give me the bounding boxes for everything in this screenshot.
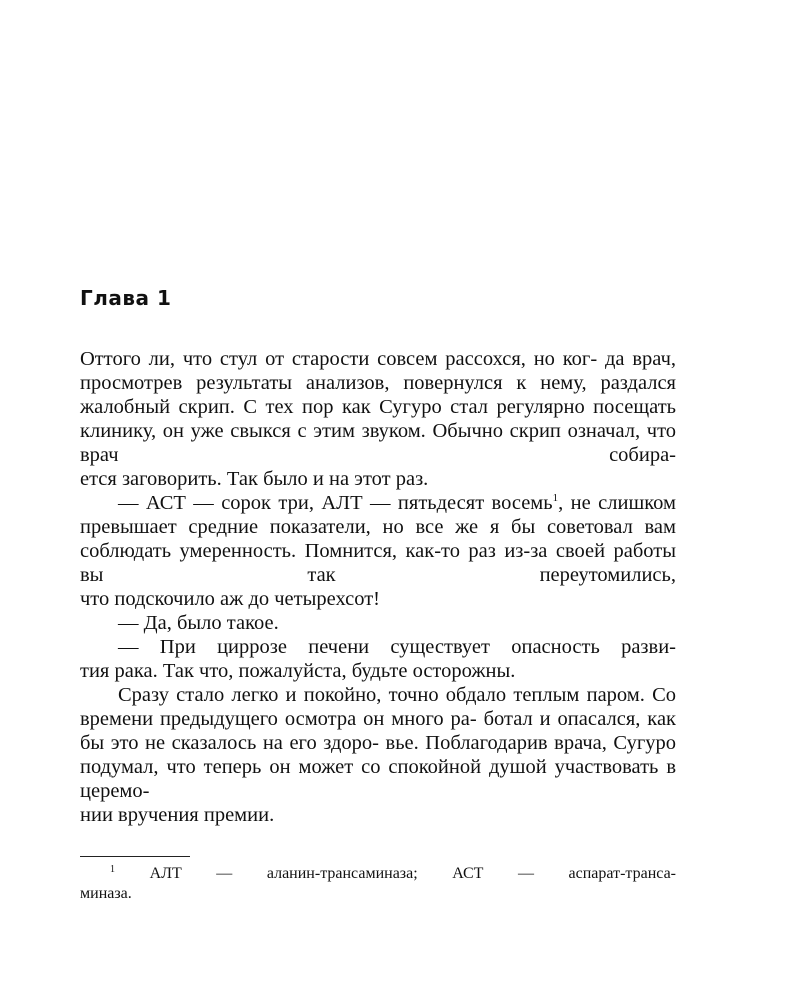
- text-line: бы советовал вам соблюдать умеренность. Помнится,: [80, 516, 677, 562]
- footnote-mark: 1: [110, 864, 115, 875]
- chapter-title: Глава 1: [80, 286, 172, 310]
- text-line: он может со спокойной душой участвовать в церемо-: [80, 756, 677, 802]
- paragraph-3: [80, 611, 676, 635]
- footnote-divider: [80, 856, 190, 857]
- paragraph-2-end: [80, 587, 676, 611]
- text-line: что подскочило аж до четырехсот!: [80, 588, 380, 610]
- text-line: слишком превышает средние показатели, но все же я: [80, 492, 676, 538]
- paragraph-1: [80, 347, 676, 467]
- paragraph-1-end: [80, 467, 676, 491]
- footnote: [80, 864, 676, 904]
- text-line: — При циррозе печени существует опасность разви-: [118, 636, 676, 658]
- paragraph-4-end: [80, 659, 676, 683]
- text-line: Сразу стало легко и покойно, точно обдало теплым: [118, 684, 580, 706]
- text-line: нии вручения премии.: [80, 804, 275, 826]
- text-line: — АСТ — сорок три, АЛТ — пятьдесят восемь: [118, 492, 553, 514]
- text-line: ется заговорить. Так было и на этот раз.: [80, 468, 429, 490]
- paragraph-5: [80, 683, 676, 803]
- text-line: да врач, просмотрев результаты анализов, повернулся к: [80, 348, 676, 394]
- footnote-line: миназа.: [80, 885, 132, 902]
- text-line: тия рака. Так что, пожалуйста, будьте осторожны.: [80, 660, 516, 682]
- footnote-text: [80, 864, 676, 884]
- text-line: этим звуком. Обычно скрип означал, что врач собира-: [80, 420, 677, 466]
- text-line: паром. Со времени предыдущего осмотра он много ра-: [80, 684, 677, 730]
- body-text: [80, 347, 676, 827]
- footnote-line: [80, 864, 676, 884]
- footnote-line-text: АЛТ — аланин-трансаминаза; АСТ — аспарат-транса-: [149, 865, 676, 882]
- paragraph-2: [80, 491, 676, 587]
- text-line: вье. Поблагодарив врача, Сугуро подумал, что теперь: [80, 732, 676, 778]
- text-line: нему, раздался жалобный скрип. С тех пор как Сугуро: [80, 372, 676, 418]
- text-line: ботал и опасался, как бы это не сказалось на его здоро-: [80, 708, 677, 754]
- text-line: стал регулярно посещать клинику, он уже свыкся с: [80, 396, 676, 442]
- text-line: как-то раз из-за своей работы вы так переутомились,: [80, 540, 676, 586]
- text-line: , не: [558, 492, 591, 514]
- paragraph-5-end: [80, 803, 676, 827]
- footnote-reference[interactable]: 1: [552, 492, 559, 504]
- paragraph-4: [80, 635, 676, 659]
- text-line: Оттого ли, что стул от старости совсем рассохся, но ког-: [80, 348, 598, 370]
- text-line: — Да, было такое.: [118, 612, 279, 634]
